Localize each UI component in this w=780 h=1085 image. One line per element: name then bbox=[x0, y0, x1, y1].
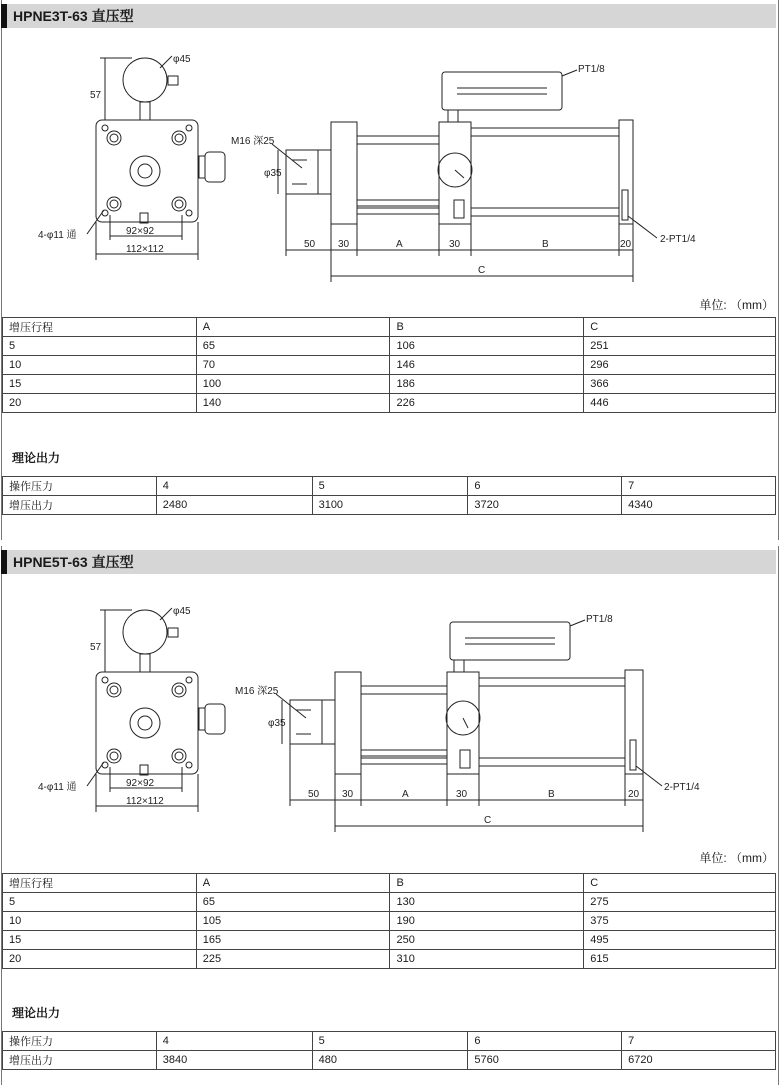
table-cell: 10 bbox=[3, 356, 197, 375]
col-header: 增压行程 bbox=[3, 318, 197, 337]
force-table bbox=[2, 1031, 776, 1070]
stroke-table bbox=[2, 317, 776, 413]
technical-drawing bbox=[2, 600, 776, 840]
table-cell: 165 bbox=[196, 931, 390, 950]
col-header: C bbox=[584, 874, 776, 893]
table-cell: 275 bbox=[584, 893, 776, 912]
col-header: A bbox=[196, 318, 390, 337]
table-cell: 2480 bbox=[156, 496, 312, 515]
middle-block bbox=[439, 122, 471, 224]
table-cell: 6 bbox=[468, 1032, 622, 1051]
section-hpne5t bbox=[0, 546, 780, 1085]
pt14-label: 2-PT1/4 bbox=[660, 234, 696, 245]
table-cell: 146 bbox=[390, 356, 584, 375]
dim-a: A bbox=[396, 239, 403, 250]
inner-dim-label: 92×92 bbox=[126, 778, 155, 789]
table-cell: 15 bbox=[3, 375, 197, 394]
table-cell: 3100 bbox=[312, 496, 468, 515]
unit-label: 单位: （mm） bbox=[699, 298, 774, 312]
table-row bbox=[3, 375, 776, 394]
table-cell: 140 bbox=[196, 394, 390, 413]
table-cell: 366 bbox=[584, 375, 776, 394]
table-row bbox=[3, 394, 776, 413]
table-cell: 操作压力 bbox=[3, 1032, 157, 1051]
technical-drawing bbox=[2, 40, 776, 290]
holes-label: 4-φ11 通 bbox=[38, 230, 77, 241]
h57-label: 57 bbox=[90, 90, 102, 101]
table-row bbox=[3, 931, 776, 950]
table-cell: 190 bbox=[390, 912, 584, 931]
table-cell: 5 bbox=[312, 1032, 468, 1051]
pt18-label: PT1/8 bbox=[586, 614, 613, 625]
phi45-label: φ45 bbox=[173, 606, 191, 617]
table-cell: 5 bbox=[3, 337, 197, 356]
middle-block bbox=[447, 672, 479, 774]
right-cover bbox=[619, 120, 633, 224]
table-cell: 20 bbox=[3, 394, 197, 413]
dim-50: 50 bbox=[308, 789, 320, 800]
table-cell: 7 bbox=[622, 1032, 776, 1051]
table-row bbox=[3, 496, 776, 515]
table-cell: 106 bbox=[390, 337, 584, 356]
table-row bbox=[3, 477, 776, 496]
table-cell: 100 bbox=[196, 375, 390, 394]
table-cell: 130 bbox=[390, 893, 584, 912]
dim-20: 20 bbox=[620, 239, 632, 250]
table-cell: 296 bbox=[584, 356, 776, 375]
table-cell: 226 bbox=[390, 394, 584, 413]
table-cell: 4340 bbox=[622, 496, 776, 515]
dim-b: B bbox=[548, 789, 555, 800]
m16-label: M16 深25 bbox=[231, 136, 275, 147]
table-cell: 15 bbox=[3, 931, 197, 950]
dim-30b: 30 bbox=[449, 239, 461, 250]
dim-20: 20 bbox=[628, 789, 640, 800]
col-header: B bbox=[390, 318, 584, 337]
pt14-label: 2-PT1/4 bbox=[664, 782, 700, 793]
table-cell: 250 bbox=[390, 931, 584, 950]
table-cell: 251 bbox=[584, 337, 776, 356]
table-cell: 480 bbox=[312, 1051, 468, 1070]
dim-c: C bbox=[484, 815, 492, 826]
dim-c: C bbox=[478, 265, 486, 276]
table-row bbox=[3, 1051, 776, 1070]
pt18-label: PT1/8 bbox=[578, 64, 605, 75]
table-cell: 310 bbox=[390, 950, 584, 969]
table-cell: 615 bbox=[584, 950, 776, 969]
left-cover bbox=[331, 122, 357, 224]
left-cover bbox=[335, 672, 361, 774]
table-cell: 10 bbox=[3, 912, 197, 931]
table-cell: 495 bbox=[584, 931, 776, 950]
table-row bbox=[3, 912, 776, 931]
col-header: A bbox=[196, 874, 390, 893]
table-cell: 操作压力 bbox=[3, 477, 157, 496]
table-cell: 3840 bbox=[156, 1051, 312, 1070]
table-cell: 6720 bbox=[622, 1051, 776, 1070]
dim-30a: 30 bbox=[338, 239, 350, 250]
dim-50: 50 bbox=[304, 239, 316, 250]
h57-label: 57 bbox=[90, 642, 102, 653]
force-title: 理论出力 bbox=[12, 1006, 61, 1020]
table-cell: 3720 bbox=[468, 496, 622, 515]
table-cell: 186 bbox=[390, 375, 584, 394]
table-cell: 5 bbox=[3, 893, 197, 912]
table-row bbox=[3, 356, 776, 375]
phi35-label: φ35 bbox=[268, 718, 286, 729]
col-header: C bbox=[584, 318, 776, 337]
force-title: 理论出力 bbox=[12, 451, 61, 465]
table-row bbox=[3, 1032, 776, 1051]
dim-a: A bbox=[402, 789, 409, 800]
unit-label: 单位: （mm） bbox=[699, 851, 774, 865]
right-cover bbox=[625, 670, 643, 774]
outer-dim-label: 112×112 bbox=[126, 796, 164, 807]
inner-dim-label: 92×92 bbox=[126, 226, 155, 237]
table-cell: 6 bbox=[468, 477, 622, 496]
table-row bbox=[3, 337, 776, 356]
section-hpne3t bbox=[0, 0, 780, 540]
table-cell: 65 bbox=[196, 337, 390, 356]
holes-label: 4-φ11 通 bbox=[38, 782, 77, 793]
outer-dim-label: 112×112 bbox=[126, 244, 164, 255]
section-title: HPNE3T-63 直压型 bbox=[1, 4, 776, 28]
table-cell: 105 bbox=[196, 912, 390, 931]
table-cell: 4 bbox=[156, 477, 312, 496]
table-cell: 446 bbox=[584, 394, 776, 413]
force-table bbox=[2, 476, 776, 515]
dim-b: B bbox=[542, 239, 549, 250]
table-cell: 20 bbox=[3, 950, 197, 969]
table-row bbox=[3, 893, 776, 912]
dim-30b: 30 bbox=[456, 789, 468, 800]
col-header: 增压行程 bbox=[3, 874, 197, 893]
table-cell: 4 bbox=[156, 1032, 312, 1051]
table-cell: 5 bbox=[312, 477, 468, 496]
stroke-table bbox=[2, 873, 776, 969]
phi45-label: φ45 bbox=[173, 54, 191, 65]
dim-30a: 30 bbox=[342, 789, 354, 800]
m16-label: M16 深25 bbox=[235, 686, 279, 697]
section-title: HPNE5T-63 直压型 bbox=[1, 550, 776, 574]
phi35-label: φ35 bbox=[264, 168, 282, 179]
table-cell: 70 bbox=[196, 356, 390, 375]
table-cell: 65 bbox=[196, 893, 390, 912]
table-cell: 增压出力 bbox=[3, 1051, 157, 1070]
col-header: B bbox=[390, 874, 584, 893]
table-cell: 225 bbox=[196, 950, 390, 969]
table-cell: 增压出力 bbox=[3, 496, 157, 515]
table-cell: 7 bbox=[622, 477, 776, 496]
table-cell: 5760 bbox=[468, 1051, 622, 1070]
table-row bbox=[3, 950, 776, 969]
table-cell: 375 bbox=[584, 912, 776, 931]
